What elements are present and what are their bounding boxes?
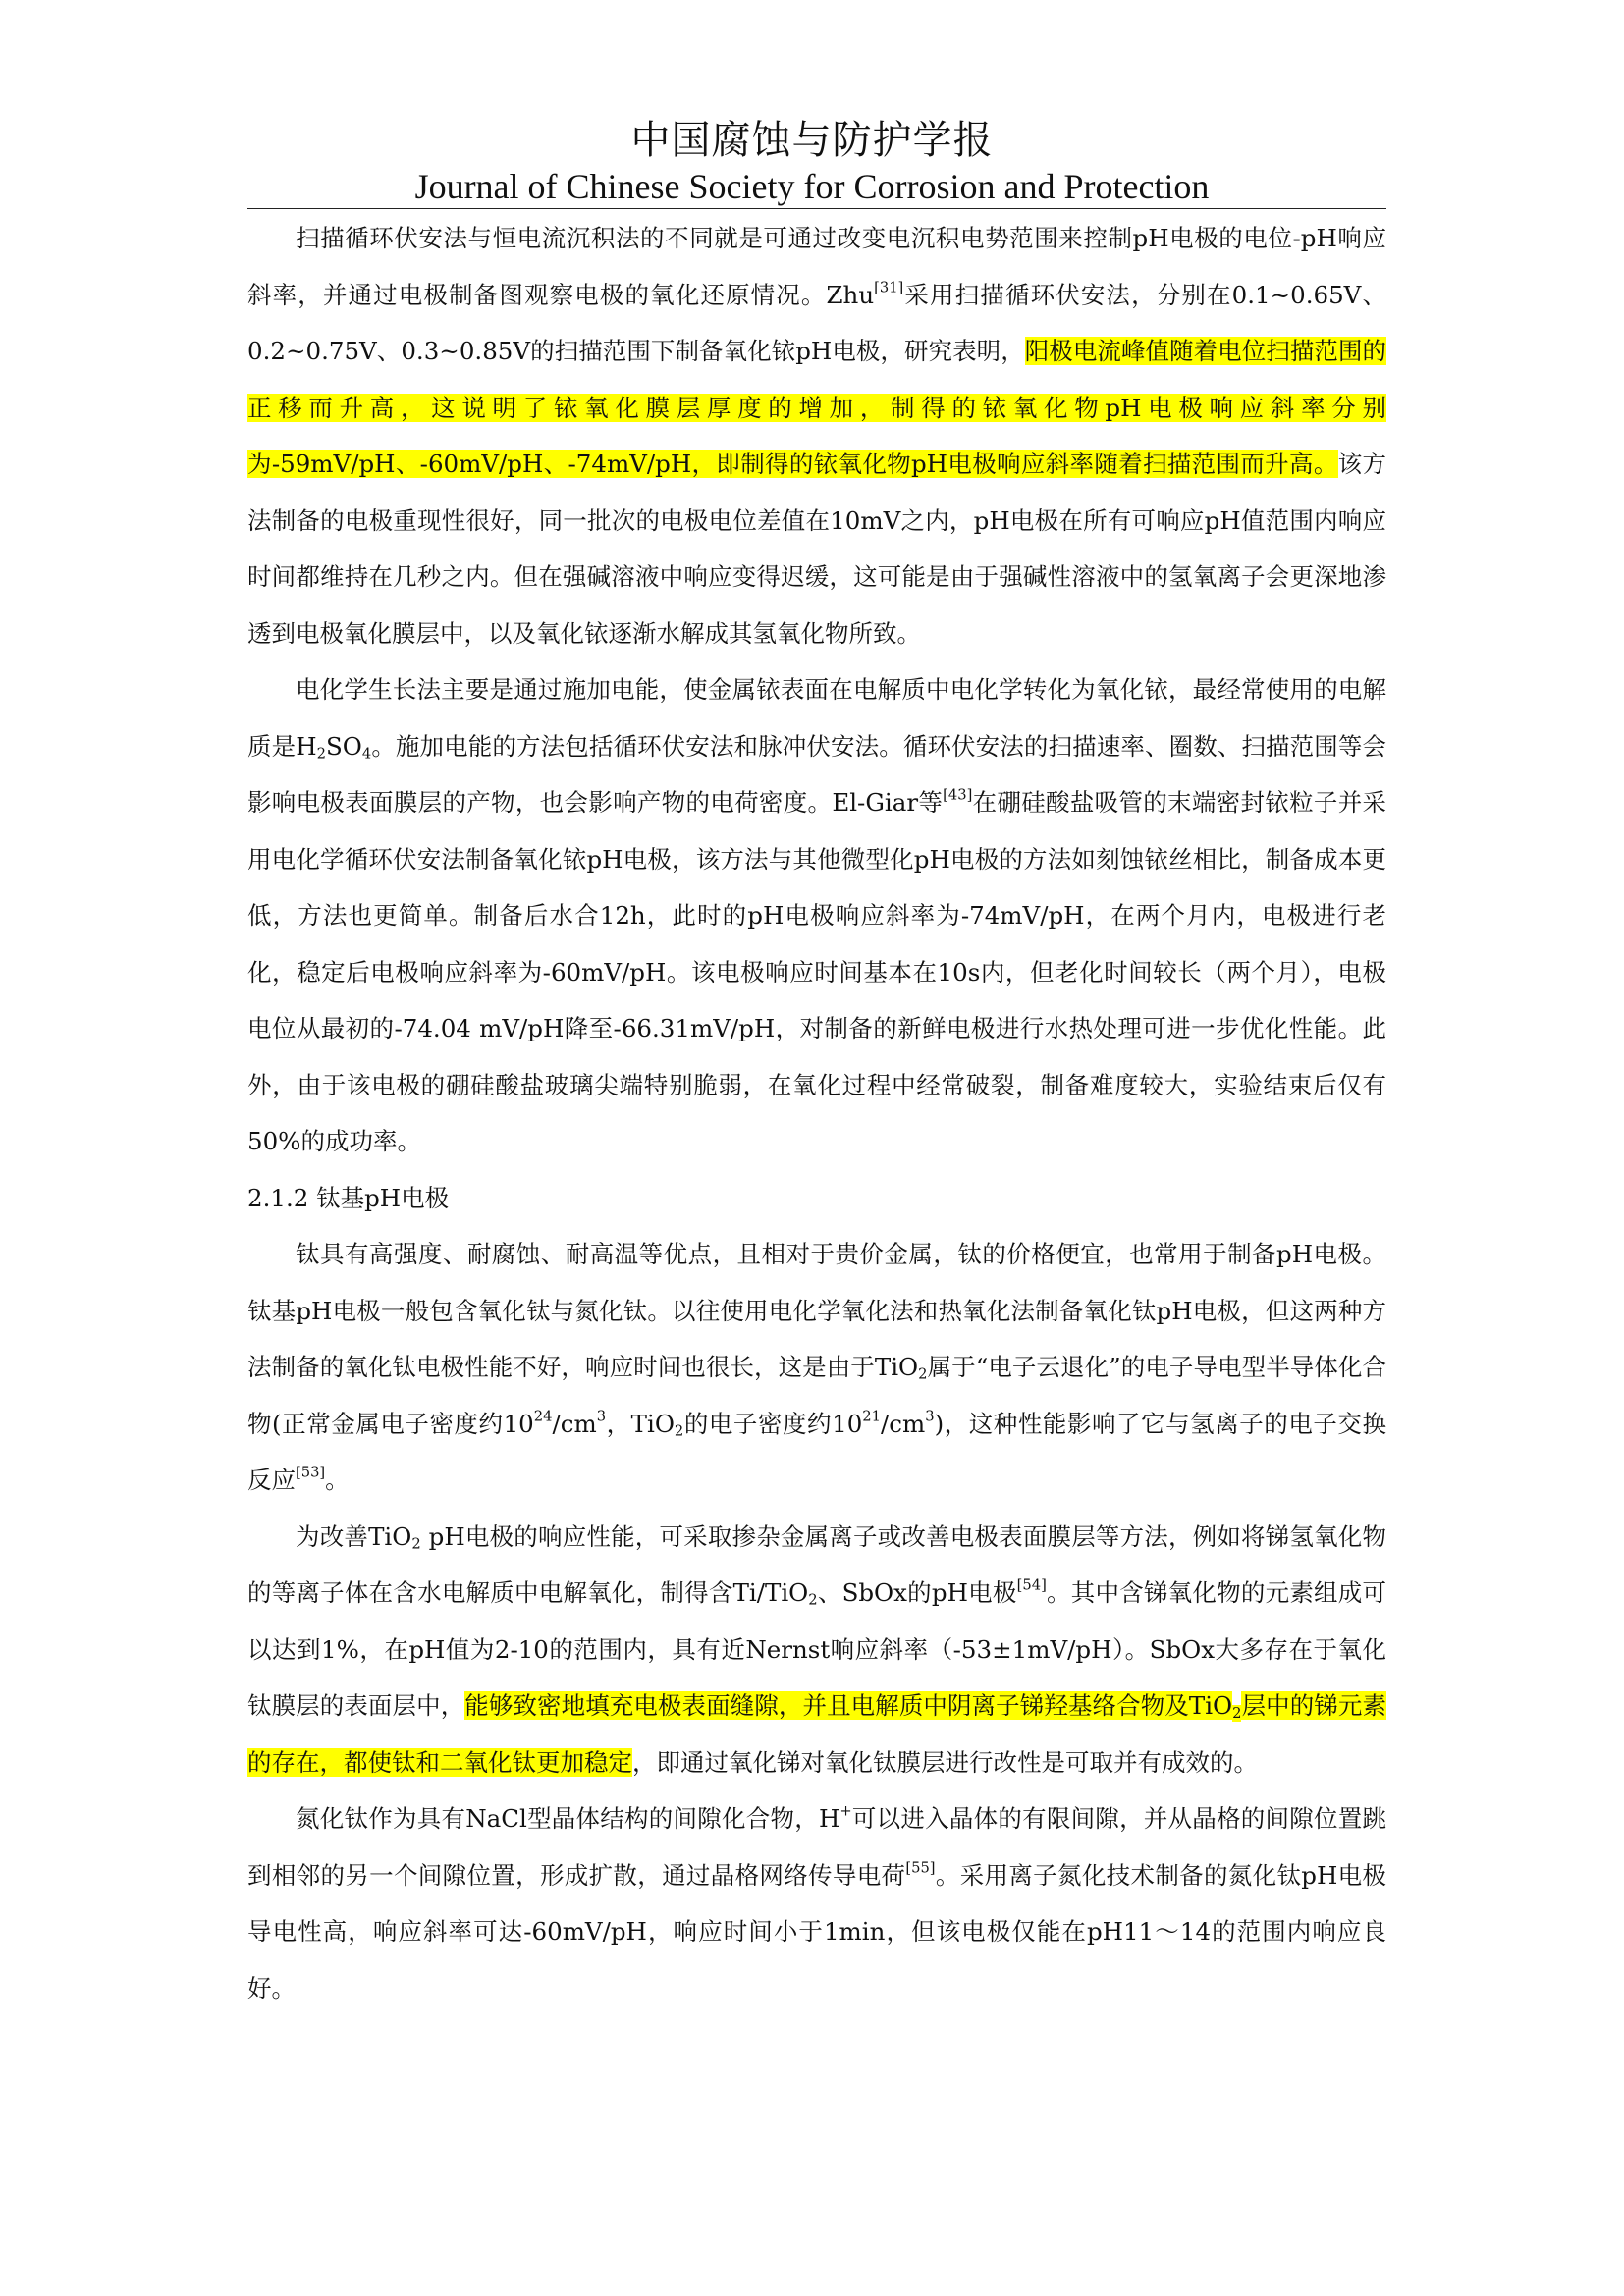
paragraph-titanium-intro xyxy=(247,1226,1386,1509)
highlighted-text: 能够致密地填充电极表面缝隙，并且电解质中阴离子锑羟基络合物及TiO xyxy=(464,1691,1233,1720)
text-run: 。施加电能的方法包括循环伏安法和脉冲伏安法。循环伏安法的扫描速率、圈数、扫描范围等会影响电极表面膜层的产物，也会影响产物的电荷密度。El-Giar等 xyxy=(247,731,1387,817)
journal-header xyxy=(226,116,1398,208)
text-run: ，TiO xyxy=(606,1409,675,1438)
citation-ref: [54] xyxy=(1016,1576,1047,1594)
subscript: 4 xyxy=(361,745,372,763)
text-run: 的电子密度约10 xyxy=(683,1409,863,1438)
subscript: 2 xyxy=(918,1365,928,1383)
subscript: 2 xyxy=(808,1591,818,1609)
section-heading: 2.1.2 钛基pH电极 xyxy=(247,1183,450,1212)
citation-ref: [53] xyxy=(296,1464,326,1481)
highlighted-subscript: 2 xyxy=(1232,1704,1242,1722)
text-run: 钛具有高强度、耐腐蚀、耐高温等优点，且相对于贵价金属，钛的价格便宜，也常用于制备pH电极。钛基pH电极一般包含氧化钛与氮化钛。以往使用电化学氧化法和热氧化法制备氧化钛pH电极，但这两种方法制备的氧化钛电极性能不好，响应时间也很长，这是由于TiO xyxy=(247,1240,1386,1381)
text-run: ，即通过氧化锑对氧化钛膜层进行改性是可取并有成效的。 xyxy=(632,1747,1258,1777)
text-run: 属于“电子云退化”的电子导电型半导体化合物(正常金属电子密度约10 xyxy=(247,1353,1386,1438)
text-run: pH电极的响应性能，可采取掺杂金属离子或改善电极表面膜层等方法，例如将锑氢氧化物的等离子体在含水电解质中电解氧化，制得含Ti/TiO xyxy=(247,1522,1386,1607)
highlighted-text: 层中的锑元素的存在，都使钛和二氧化钛更加稳定 xyxy=(247,1691,1387,1777)
paragraph-titanium-nitride xyxy=(247,1790,1386,2016)
paragraph-cyclic-voltammetry xyxy=(247,210,1386,662)
journal-title-english: Journal of Chinese Society for Corrosion and Protection xyxy=(414,167,1210,206)
subscript: 2 xyxy=(674,1422,684,1440)
superscript: 24 xyxy=(533,1407,553,1424)
text-run: SO xyxy=(325,731,362,761)
superscript: 21 xyxy=(862,1407,881,1424)
text-run: 氮化钛作为具有NaCl型晶体结构的间隙化合物，H xyxy=(296,1804,840,1833)
citation-ref: [55] xyxy=(905,1858,936,1876)
text-run: /cm xyxy=(880,1409,926,1438)
text-run: 在硼硅酸盐吸管的末端密封铱粒子并采用电化学循环伏安法制备氧化铱pH电极，该方法与其他微型化pH电极的方法如刻蚀铱丝相比，制备成本更低，方法也更简单。制备后水合12h，此时的pH电极响应斜率为-74mV/pH，在两个月内，电极进行老化，稳定后电极响应斜率为-60mV/pH。该电极响应时间基本在10s内，但老化时间较长（两个月），电极电位从最初的-74.04 mV/pH降至-66.31mV/pH，对制备的新鲜电极进行水热处理可进一步优化性能。此外，由于该电极的硼硅酸盐玻璃尖端特别脆弱，在氧化过程中经常破裂，制备难度较大，实验结束后仅有50%的成功率。 xyxy=(247,788,1386,1155)
text-run: 。采用离子氮化技术制备的氮化钛pH电极导电性高，响应斜率可达-60mV/pH，响应时间小于1min，但该电极仅能在pH11～14的范围内响应良好。 xyxy=(247,1860,1386,2002)
text-run: /cm xyxy=(552,1409,597,1438)
paragraph-tio2-improvement xyxy=(247,1509,1386,1791)
citation-ref: [43] xyxy=(943,786,973,804)
text-run: 。其中含锑氧化物的元素组成可以达到1%，在pH值为2-10的范围内，具有近Nernst响应斜率（-53±1mV/pH）。SbOx大多存在于氧化钛膜层的表面层中， xyxy=(247,1578,1387,1720)
text-run: 采用扫描循环伏安法，分别在0.1~0.65V、0.2~0.75V、0.3~0.85V的扫描范围下制备氧化铱pH电极，研究表明， xyxy=(247,280,1386,365)
text-run: 该方法制备的电极重现性很好，同一批次的电极电位差值在10mV之内，pH电极在所有可响应pH值范围内响应时间都维持在几秒之内。但在强碱溶液中响应变得迟缓，这可能是由于强碱性溶液中的氢氧离子会更深地渗透到电极氧化膜层中，以及氧化铱逐渐水解成其氢氧化物所致。 xyxy=(247,450,1387,648)
superscript: + xyxy=(839,1802,852,1820)
text-run: 。 xyxy=(325,1466,350,1494)
journal-title-chinese: 中国腐蚀与防护学报 xyxy=(630,118,994,163)
highlighted-text: 阳极电流峰值随着电位扫描范围的正移而升高，这说明了铱氧化膜层厚度的增加，制得的铱氧化物pH电极响应斜率分别为-59mV/pH、-60mV/pH、-74mV/pH，即制得的铱氧化物pH电极响应斜率随着扫描范围而升高。 xyxy=(247,337,1386,478)
paragraph-electrochemical-growth xyxy=(247,662,1386,1170)
text-run: 可以进入晶体的有限间隙，并从晶格的间隙位置跳到相邻的另一个间隙位置，形成扩散，通过晶格网络传导电荷 xyxy=(247,1804,1386,1890)
text-run: 为改善TiO xyxy=(296,1522,412,1551)
superscript: 3 xyxy=(596,1407,607,1424)
text-run: 扫描循环伏安法与恒电流沉积法的不同就是可通过改变电沉积电势范围来控制pH电极的电位-pH响应斜率，并通过电极制备图观察电极的氧化还原情况。Zhu xyxy=(247,224,1386,309)
citation-ref: [31] xyxy=(874,278,904,295)
subscript: 2 xyxy=(411,1535,421,1553)
text-run: )，这种性能影响了它与氢离子的电子交换反应 xyxy=(247,1409,1386,1494)
header-rule xyxy=(247,208,1386,209)
text-run: 、SbOx的pH电极 xyxy=(817,1578,1017,1607)
text-run: 电化学生长法主要是通过施加电能，使金属铱表面在电解质中电化学转化为氧化铱，最经常使用的电解质是H xyxy=(247,675,1386,761)
superscript: 3 xyxy=(925,1407,935,1424)
subscript: 2 xyxy=(316,745,326,763)
article-body xyxy=(247,210,1386,2016)
